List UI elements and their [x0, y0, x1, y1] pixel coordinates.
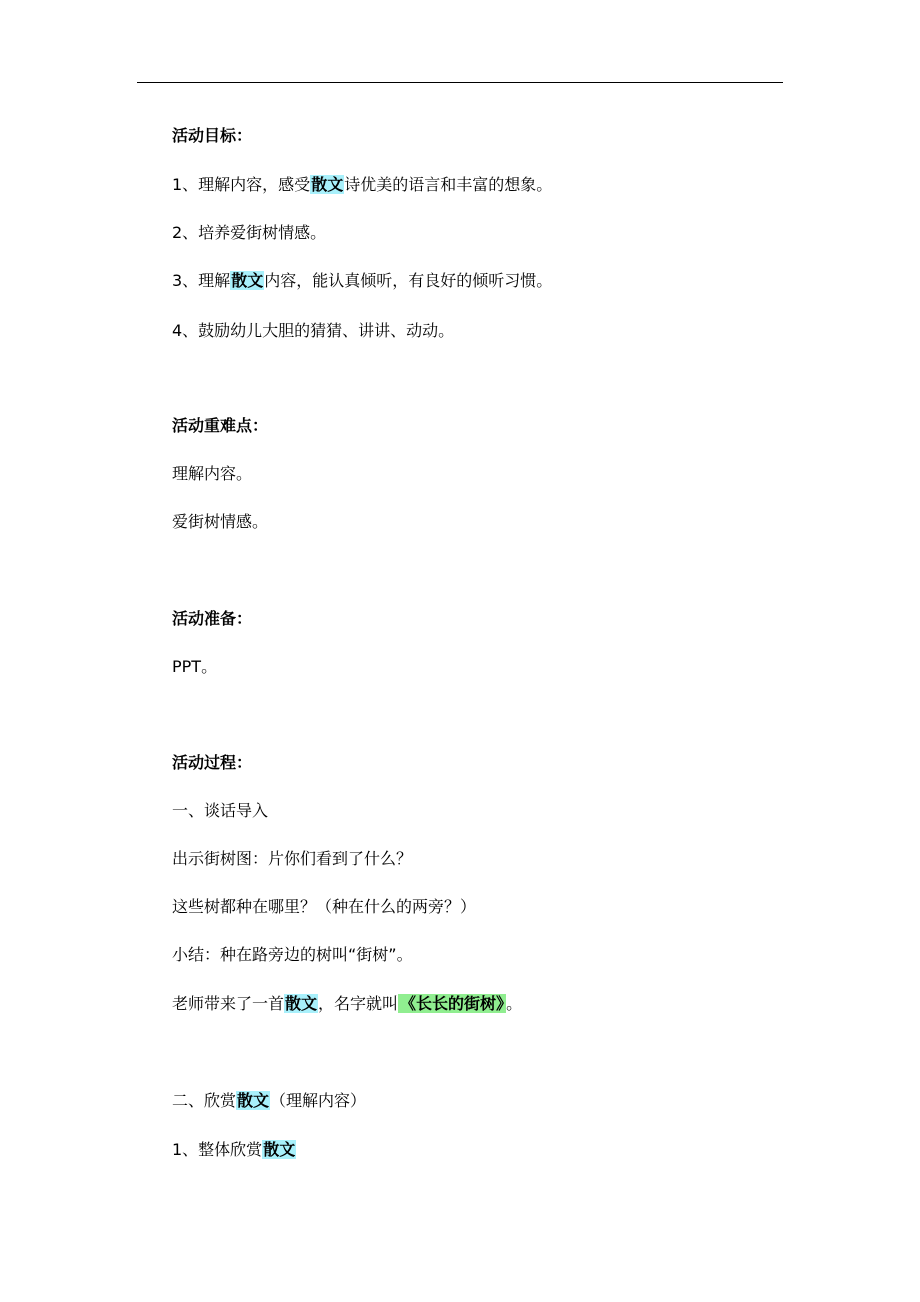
key-point-2: 爱街树情感。	[172, 512, 269, 531]
goals-heading: 活动目标：	[172, 126, 253, 145]
step-2-item-1-pre: 1、整体欣赏	[172, 1140, 263, 1159]
process-line-4	[172, 991, 522, 1017]
goal-item-3-pre: 3、理解	[172, 271, 231, 290]
prep-item-1: PPT。	[172, 657, 218, 676]
work-title: 《长长的街树》	[400, 994, 505, 1013]
goal-item-4: 4、鼓励幼儿大胆的猜猜、讲讲、动动。	[172, 321, 455, 340]
process-line-1: 出示街树图：片你们看到了什么？	[172, 849, 413, 868]
step-2-title-pre: 二、欣赏	[172, 1091, 237, 1110]
highlight-term: 散文	[237, 1091, 270, 1110]
key-point-1: 理解内容。	[172, 464, 253, 483]
goal-item-2: 2、培养爱街树情感。	[172, 223, 327, 242]
goal-item-3	[172, 268, 552, 294]
process-line-4-pre: 老师带来了一首	[172, 994, 285, 1013]
process-line-4-post: 。	[506, 994, 523, 1013]
goal-item-1-post: 诗优美的语言和丰富的想象。	[344, 175, 553, 194]
highlight-term: 散文	[311, 175, 344, 194]
step-2-title	[172, 1088, 366, 1114]
highlight-term: 散文	[263, 1140, 296, 1159]
step-2-item-1	[172, 1137, 296, 1163]
process-line-2: 这些树都种在哪里？（种在什么的两旁？）	[172, 897, 477, 916]
goal-item-3-post: 内容，能认真倾听，有良好的倾听习惯。	[264, 271, 553, 290]
step-2-title-post: （理解内容）	[270, 1091, 367, 1110]
header-rule	[137, 82, 783, 83]
highlight-term: 散文	[231, 271, 264, 290]
process-line-4-mid: ，名字就叫	[318, 994, 399, 1013]
goal-item-1	[172, 172, 552, 198]
process-heading: 活动过程：	[172, 753, 253, 772]
highlight-term: 散文	[285, 994, 318, 1013]
goal-item-1-pre: 1、理解内容，感受	[172, 175, 311, 194]
step-1-title: 一、谈话导入	[172, 801, 269, 820]
process-line-3: 小结：种在路旁边的树叫“街树”。	[172, 945, 413, 964]
key-points-heading: 活动重难点：	[172, 416, 269, 435]
prep-heading: 活动准备：	[172, 609, 253, 628]
